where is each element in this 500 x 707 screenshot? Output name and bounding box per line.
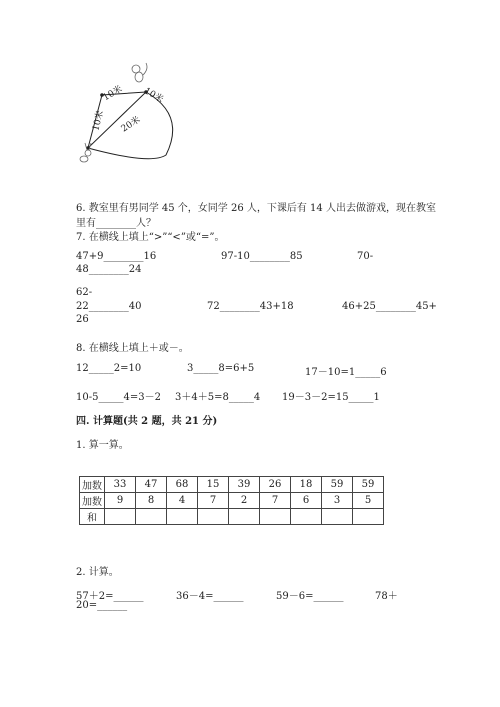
addition-table — [79, 476, 384, 525]
table-cell: 2 — [229, 493, 260, 509]
q7-item-6-cont: 26 — [76, 314, 89, 325]
diagram-figure — [76, 55, 196, 175]
row-header: 和 — [80, 509, 105, 525]
q2-item-4: 78＋ — [375, 591, 398, 602]
table-cell: 39 — [229, 477, 260, 493]
answer-cell[interactable] — [260, 509, 291, 525]
q7-item-4: 22________40 — [76, 301, 142, 312]
table-cell: 9 — [105, 493, 136, 509]
q7-item-1: 47+9________16 — [76, 251, 157, 262]
table-cell: 4 — [167, 493, 198, 509]
q2-title: 2. 计算。 — [76, 567, 119, 578]
table-cell: 15 — [198, 477, 229, 493]
q2-item-1: 57＋2=______ — [76, 591, 144, 602]
q1-title: 1. 算一算。 — [76, 440, 129, 451]
table-cell: 26 — [260, 477, 291, 493]
q7-item-3-cont: 48________24 — [76, 264, 142, 275]
table-cell: 8 — [136, 493, 167, 509]
table-cell: 68 — [167, 477, 198, 493]
table-cell: 33 — [105, 477, 136, 493]
q6-line1: 6. 教室里有男同学 45 个，女同学 26 人，下课后有 14 人出去做游戏，现在教室 — [76, 203, 436, 214]
label-left: 10米 — [91, 109, 107, 132]
q8-item-3: 17－10=1_____6 — [305, 367, 387, 378]
answer-cell[interactable] — [322, 509, 353, 525]
table-cell: 3 — [322, 493, 353, 509]
table-cell: 18 — [291, 477, 322, 493]
q8-item-6: 19－3－2=15_____1 — [282, 392, 380, 403]
answer-cell[interactable] — [353, 509, 384, 525]
q7-item-3: 70- — [357, 251, 374, 262]
table-row — [80, 477, 384, 493]
table-cell: 7 — [198, 493, 229, 509]
squirrel-icon — [132, 63, 147, 82]
answer-cell[interactable] — [198, 509, 229, 525]
row-header: 加数 — [80, 477, 105, 493]
table-cell: 47 — [136, 477, 167, 493]
table-row — [80, 493, 384, 509]
q8-item-4: 10-5_____4=3－2 — [76, 392, 161, 403]
row-header: 加数 — [80, 493, 105, 509]
q8-item-1: 12_____2=10 — [76, 363, 142, 374]
table-cell: 7 — [260, 493, 291, 509]
table-cell: 5 — [353, 493, 384, 509]
q6-line2: 里有________人？ — [76, 218, 156, 229]
answer-cell[interactable] — [229, 509, 260, 525]
section-title: 四. 计算题(共 2 题，共 21 分) — [76, 416, 218, 427]
q8-item-5: 3＋4＋5=8_____4 — [175, 392, 261, 403]
q7-title: 7. 在横线上填上“>”“<”或“=”。 — [76, 232, 225, 243]
q7-item-2: 97-10________85 — [221, 251, 303, 262]
answer-cell[interactable] — [167, 509, 198, 525]
q7-item-4-start: 62- — [76, 287, 93, 298]
label-diagonal: 20米 — [119, 114, 143, 135]
q2-item-2: 36－4=______ — [176, 591, 244, 602]
q7-item-6: 46+25________45+ — [342, 301, 437, 312]
q8-title: 8. 在横线上填上＋或－。 — [76, 343, 189, 354]
q8-item-2: 3_____8=6+5 — [187, 363, 255, 374]
table-row — [80, 509, 384, 525]
q2-item-3: 59－6=______ — [276, 591, 344, 602]
table-cell: 59 — [322, 477, 353, 493]
table-cell: 6 — [291, 493, 322, 509]
table-cell: 59 — [353, 477, 384, 493]
answer-cell[interactable] — [136, 509, 167, 525]
answer-cell[interactable] — [105, 509, 136, 525]
answer-cell[interactable] — [291, 509, 322, 525]
q7-item-5: 72________43+18 — [207, 301, 294, 312]
label-top-left: 10米 — [101, 84, 125, 104]
rabbit-icon — [80, 143, 91, 162]
label-top-right: 10米 — [142, 86, 165, 106]
q2-item-4-cont: 20=______ — [76, 600, 128, 611]
